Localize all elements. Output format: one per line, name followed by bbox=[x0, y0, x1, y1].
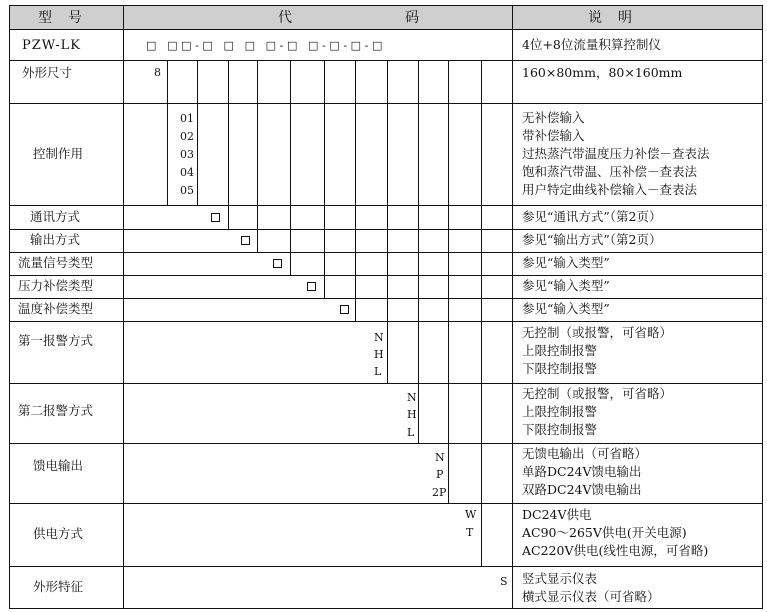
code-alarm1: L bbox=[374, 365, 382, 378]
code-pattern: □ □□-□ □ □ □-□ □-□-□-□ bbox=[146, 39, 386, 52]
row-label-flow: 流量信号类型 bbox=[18, 255, 94, 270]
row-label-pressure: 压力补偿类型 bbox=[18, 278, 94, 293]
header-bg-desc bbox=[513, 6, 762, 29]
stair-line bbox=[355, 60, 356, 322]
row-line bbox=[9, 252, 763, 253]
desc-power: AC220V供电(线性电源，可省略) bbox=[522, 543, 709, 558]
desc-alarm1: 上限控制报警 bbox=[522, 343, 598, 358]
row-label-shape: 外形特征 bbox=[33, 579, 84, 594]
stair-line bbox=[448, 60, 449, 504]
stair-line bbox=[167, 60, 168, 206]
row-label-control: 控制作用 bbox=[33, 146, 84, 161]
row-line bbox=[9, 29, 763, 30]
stair-line bbox=[290, 60, 291, 276]
row-label-temp: 温度补偿类型 bbox=[18, 301, 94, 316]
code-alarm2: H bbox=[407, 408, 417, 421]
stair-line bbox=[387, 60, 388, 384]
code-box-output bbox=[241, 236, 250, 245]
desc-output: 参见“输出方式”（第2页） bbox=[522, 232, 662, 247]
code-feed: N bbox=[435, 451, 445, 464]
row-line bbox=[9, 321, 763, 322]
desc-feed: 无馈电输出（可省略） bbox=[522, 446, 648, 461]
row-line bbox=[9, 383, 763, 384]
desc-control: 过热蒸汽带温度压力补偿－查表法 bbox=[522, 146, 710, 161]
desc-size: 160×80mm，80×160mm bbox=[522, 65, 683, 80]
stair-line bbox=[228, 60, 229, 230]
row-line bbox=[9, 503, 763, 504]
desc-alarm1: 下限控制报警 bbox=[522, 361, 598, 376]
row-line bbox=[9, 298, 763, 299]
desc-control: 带补偿输入 bbox=[522, 128, 585, 143]
row-line bbox=[9, 275, 763, 276]
col-sep-desc bbox=[512, 5, 513, 609]
header-model: 型 号 bbox=[38, 10, 83, 26]
code-control: 04 bbox=[180, 166, 194, 179]
stair-line bbox=[418, 60, 419, 444]
code-feed: 2P bbox=[432, 486, 447, 499]
desc-alarm2: 无控制（或报警，可省略） bbox=[522, 386, 673, 401]
row-label-alarm2: 第二报警方式 bbox=[18, 403, 94, 418]
frame-right bbox=[762, 5, 763, 609]
desc-flow: 参见“输入类型” bbox=[522, 255, 610, 270]
code-control: 03 bbox=[180, 148, 194, 161]
row-line bbox=[9, 205, 763, 206]
stair-line bbox=[257, 60, 258, 253]
row-line bbox=[9, 229, 763, 230]
row-label-power: 供电方式 bbox=[33, 526, 84, 541]
desc-alarm2: 上限控制报警 bbox=[522, 404, 598, 419]
desc-shape: 横式显示仪表（可省略） bbox=[522, 589, 660, 604]
desc-control: 用户特定曲线补偿输入－查表法 bbox=[522, 182, 698, 197]
code-shape: S bbox=[500, 575, 508, 588]
code-alarm1: H bbox=[374, 348, 384, 361]
desc-alarm1: 无控制（或报警，可省略） bbox=[522, 325, 673, 340]
desc-pressure: 参见“输入类型” bbox=[522, 278, 610, 293]
desc-comm: 参见“通讯方式”（第2页） bbox=[522, 209, 662, 224]
stair-line bbox=[197, 60, 198, 206]
desc-power: DC24V供电 bbox=[522, 507, 592, 522]
header-code-1: 代 bbox=[278, 10, 293, 26]
stair-line bbox=[324, 60, 325, 299]
desc-control: 无补偿输入 bbox=[522, 110, 585, 125]
row-label-feed: 馈电输出 bbox=[33, 458, 84, 473]
col-sep-label bbox=[123, 5, 124, 609]
desc-feed: 单路DC24V馈电输出 bbox=[522, 464, 642, 479]
desc-power: AC90～265V供电(开关电源) bbox=[522, 525, 687, 540]
code-alarm2: L bbox=[407, 426, 415, 439]
row-line bbox=[9, 443, 763, 444]
row-label-output: 输出方式 bbox=[30, 232, 81, 247]
code-box-temp bbox=[340, 305, 349, 314]
desc-control: 饱和蒸汽带温、压补偿－查表法 bbox=[522, 164, 698, 179]
code-power: T bbox=[466, 526, 474, 539]
code-power: W bbox=[465, 508, 477, 521]
header-bg-code bbox=[124, 6, 512, 29]
model-name: PZW-LK bbox=[22, 38, 81, 53]
stair-line bbox=[481, 60, 482, 567]
code-control: 02 bbox=[180, 130, 194, 143]
code-box-pressure bbox=[307, 282, 316, 291]
row-line bbox=[9, 60, 763, 61]
row-label-size: 外形尺寸 bbox=[22, 65, 73, 80]
row-label-alarm1: 第一报警方式 bbox=[18, 333, 94, 348]
header-desc: 说 明 bbox=[588, 10, 633, 26]
code-box-flow bbox=[273, 259, 282, 268]
row-line bbox=[9, 103, 763, 104]
code-control: 01 bbox=[180, 112, 194, 125]
model-desc: 4位+8位流量积算控制仪 bbox=[522, 37, 661, 52]
code-alarm1: N bbox=[374, 331, 384, 344]
row-label-comm: 通讯方式 bbox=[30, 209, 81, 224]
code-control: 05 bbox=[180, 184, 194, 197]
desc-alarm2: 下限控制报警 bbox=[522, 422, 598, 437]
code-size: 8 bbox=[154, 66, 161, 79]
frame-left bbox=[9, 5, 10, 609]
code-alarm2: N bbox=[407, 391, 417, 404]
row-line bbox=[9, 566, 763, 567]
desc-shape: 竖式显示仪表 bbox=[522, 571, 598, 586]
code-box-comm bbox=[211, 213, 220, 222]
code-feed: P bbox=[436, 468, 444, 481]
desc-temp: 参见“输入类型” bbox=[522, 301, 610, 316]
desc-feed: 双路DC24V馈电输出 bbox=[522, 482, 642, 497]
header-code-2: 码 bbox=[405, 10, 420, 26]
